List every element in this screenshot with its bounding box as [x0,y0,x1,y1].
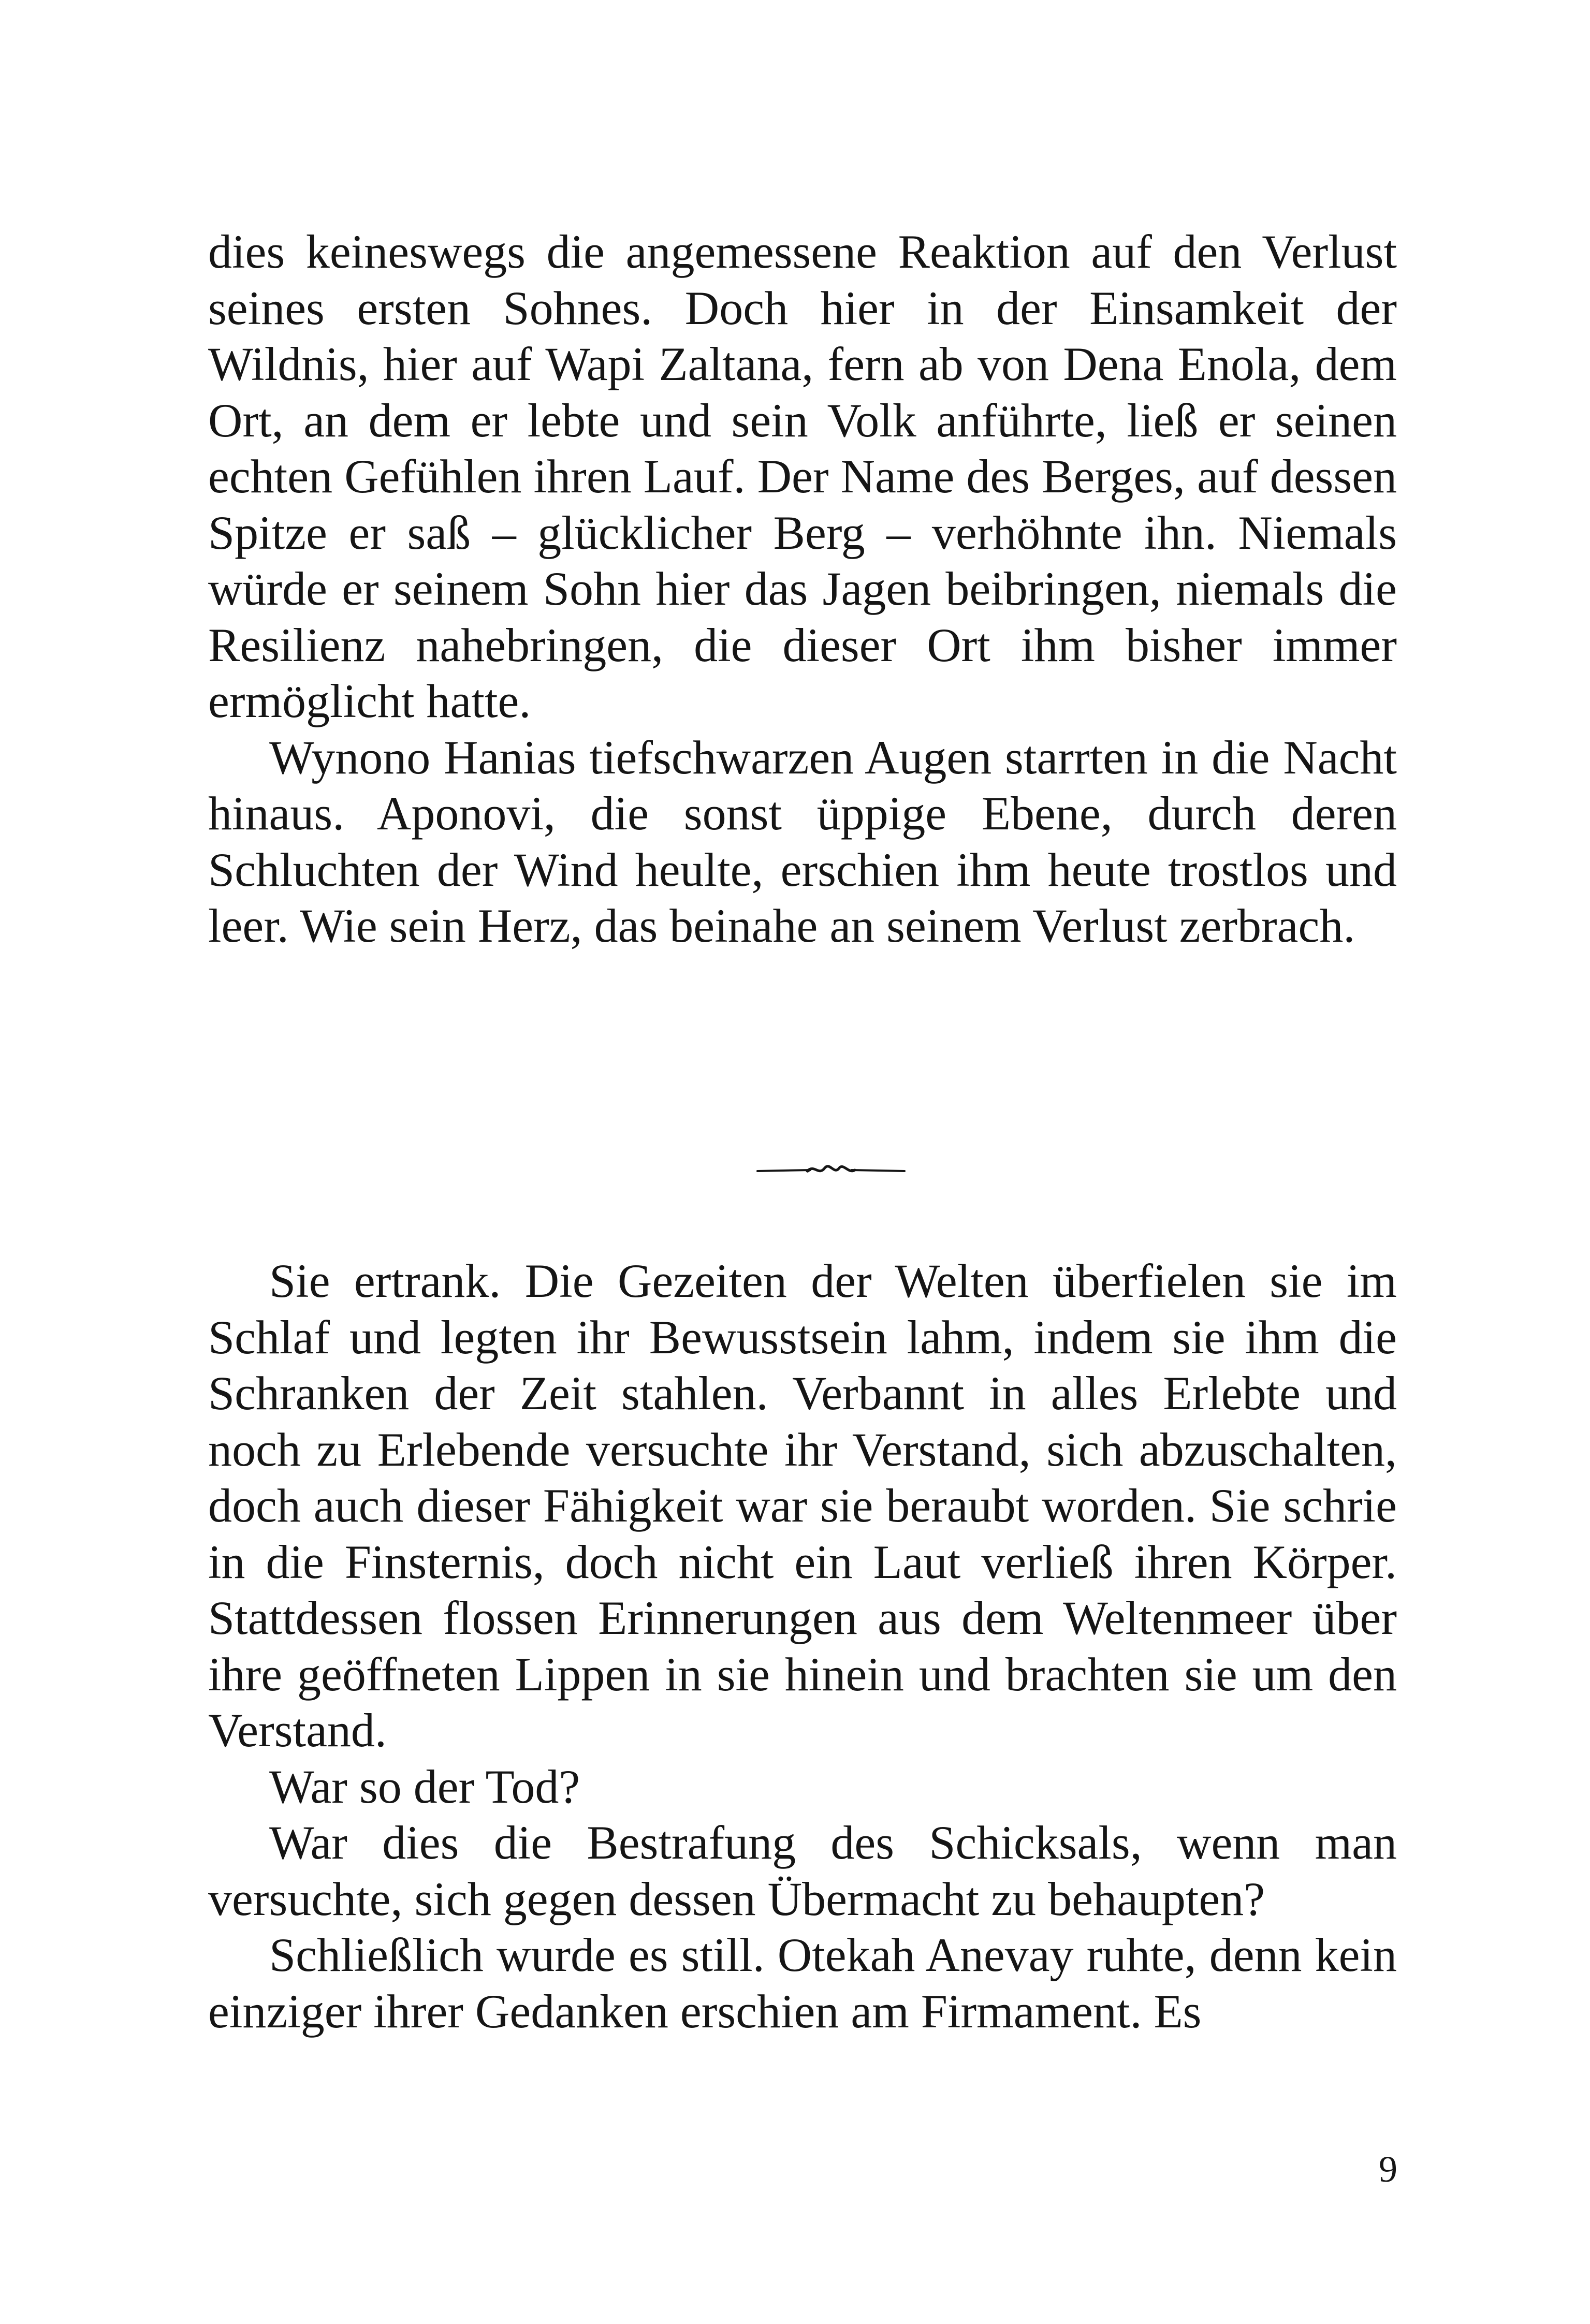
ornamental-divider-icon [753,1160,909,1180]
page-number: 9 [1379,2148,1397,2190]
paragraph: Sie ertrank. Die Gezeiten der Welten überfielen sie im Schlaf und legten ihr Bewusstsein lahm, indem sie ihm die Schranken der Zeit stahlen. Verbannt in alles Erlebte und noch zu Erlebende versuchte ihr Verstand, sich abzuschalten, doch auch dieser Fähigkeit war sie beraubt worden. Sie schrie in die Finsternis, doch nicht ein Laut verließ ihren Körper. Stattdessen flossen Erinnerungen aus dem Weltenmeer über ihre geöffneten Lippen in sie hinein und brachten sie um den Verstand. [208,1254,1397,1757]
paragraph-continuation: dies keineswegs die angemessene Reaktion auf den Verlust seines ersten Sohnes. Doch hier in der Einsamkeit der Wildnis, hier auf Wapi Zaltana, fern ab von Dena Enola, dem Ort, an dem er lebte und sein Volk anführte, ließ er seinen echten Gefühlen ihren Lauf. Der Name des Berges, auf dessen Spitze er saß – glücklicher Berg – verhöhnte ihn. Niemals würde er seinem Sohn hier das Jagen beibringen, niemals die Resilienz nahebringen, die dieser Ort ihm bisher immer ermöglicht hatte. [208,225,1397,727]
paragraph: Schließlich wurde es still. Otekah Anevay ruhte, denn kein einziger ihrer Gedanken erschien am Firmament. Es [208,1928,1397,2038]
text-section-one [208,224,1397,954]
text-section-two [208,1253,1397,2039]
paragraph: War dies die Bestrafung des Schicksals, wenn man versuchte, sich gegen dessen Übermacht zu behaupten? [208,1816,1397,1925]
paragraph: War so der Tod? [269,1760,580,1813]
paragraph: Wynono Hanias tiefschwarzen Augen starrten in die Nacht hinaus. Aponovi, die sonst üppige Ebene, durch deren Schluchten der Wind heulte, erschien ihm heute trostlos und leer. Wie sein Herz, das beinahe an seinem Verlust zerbrach. [208,730,1397,952]
